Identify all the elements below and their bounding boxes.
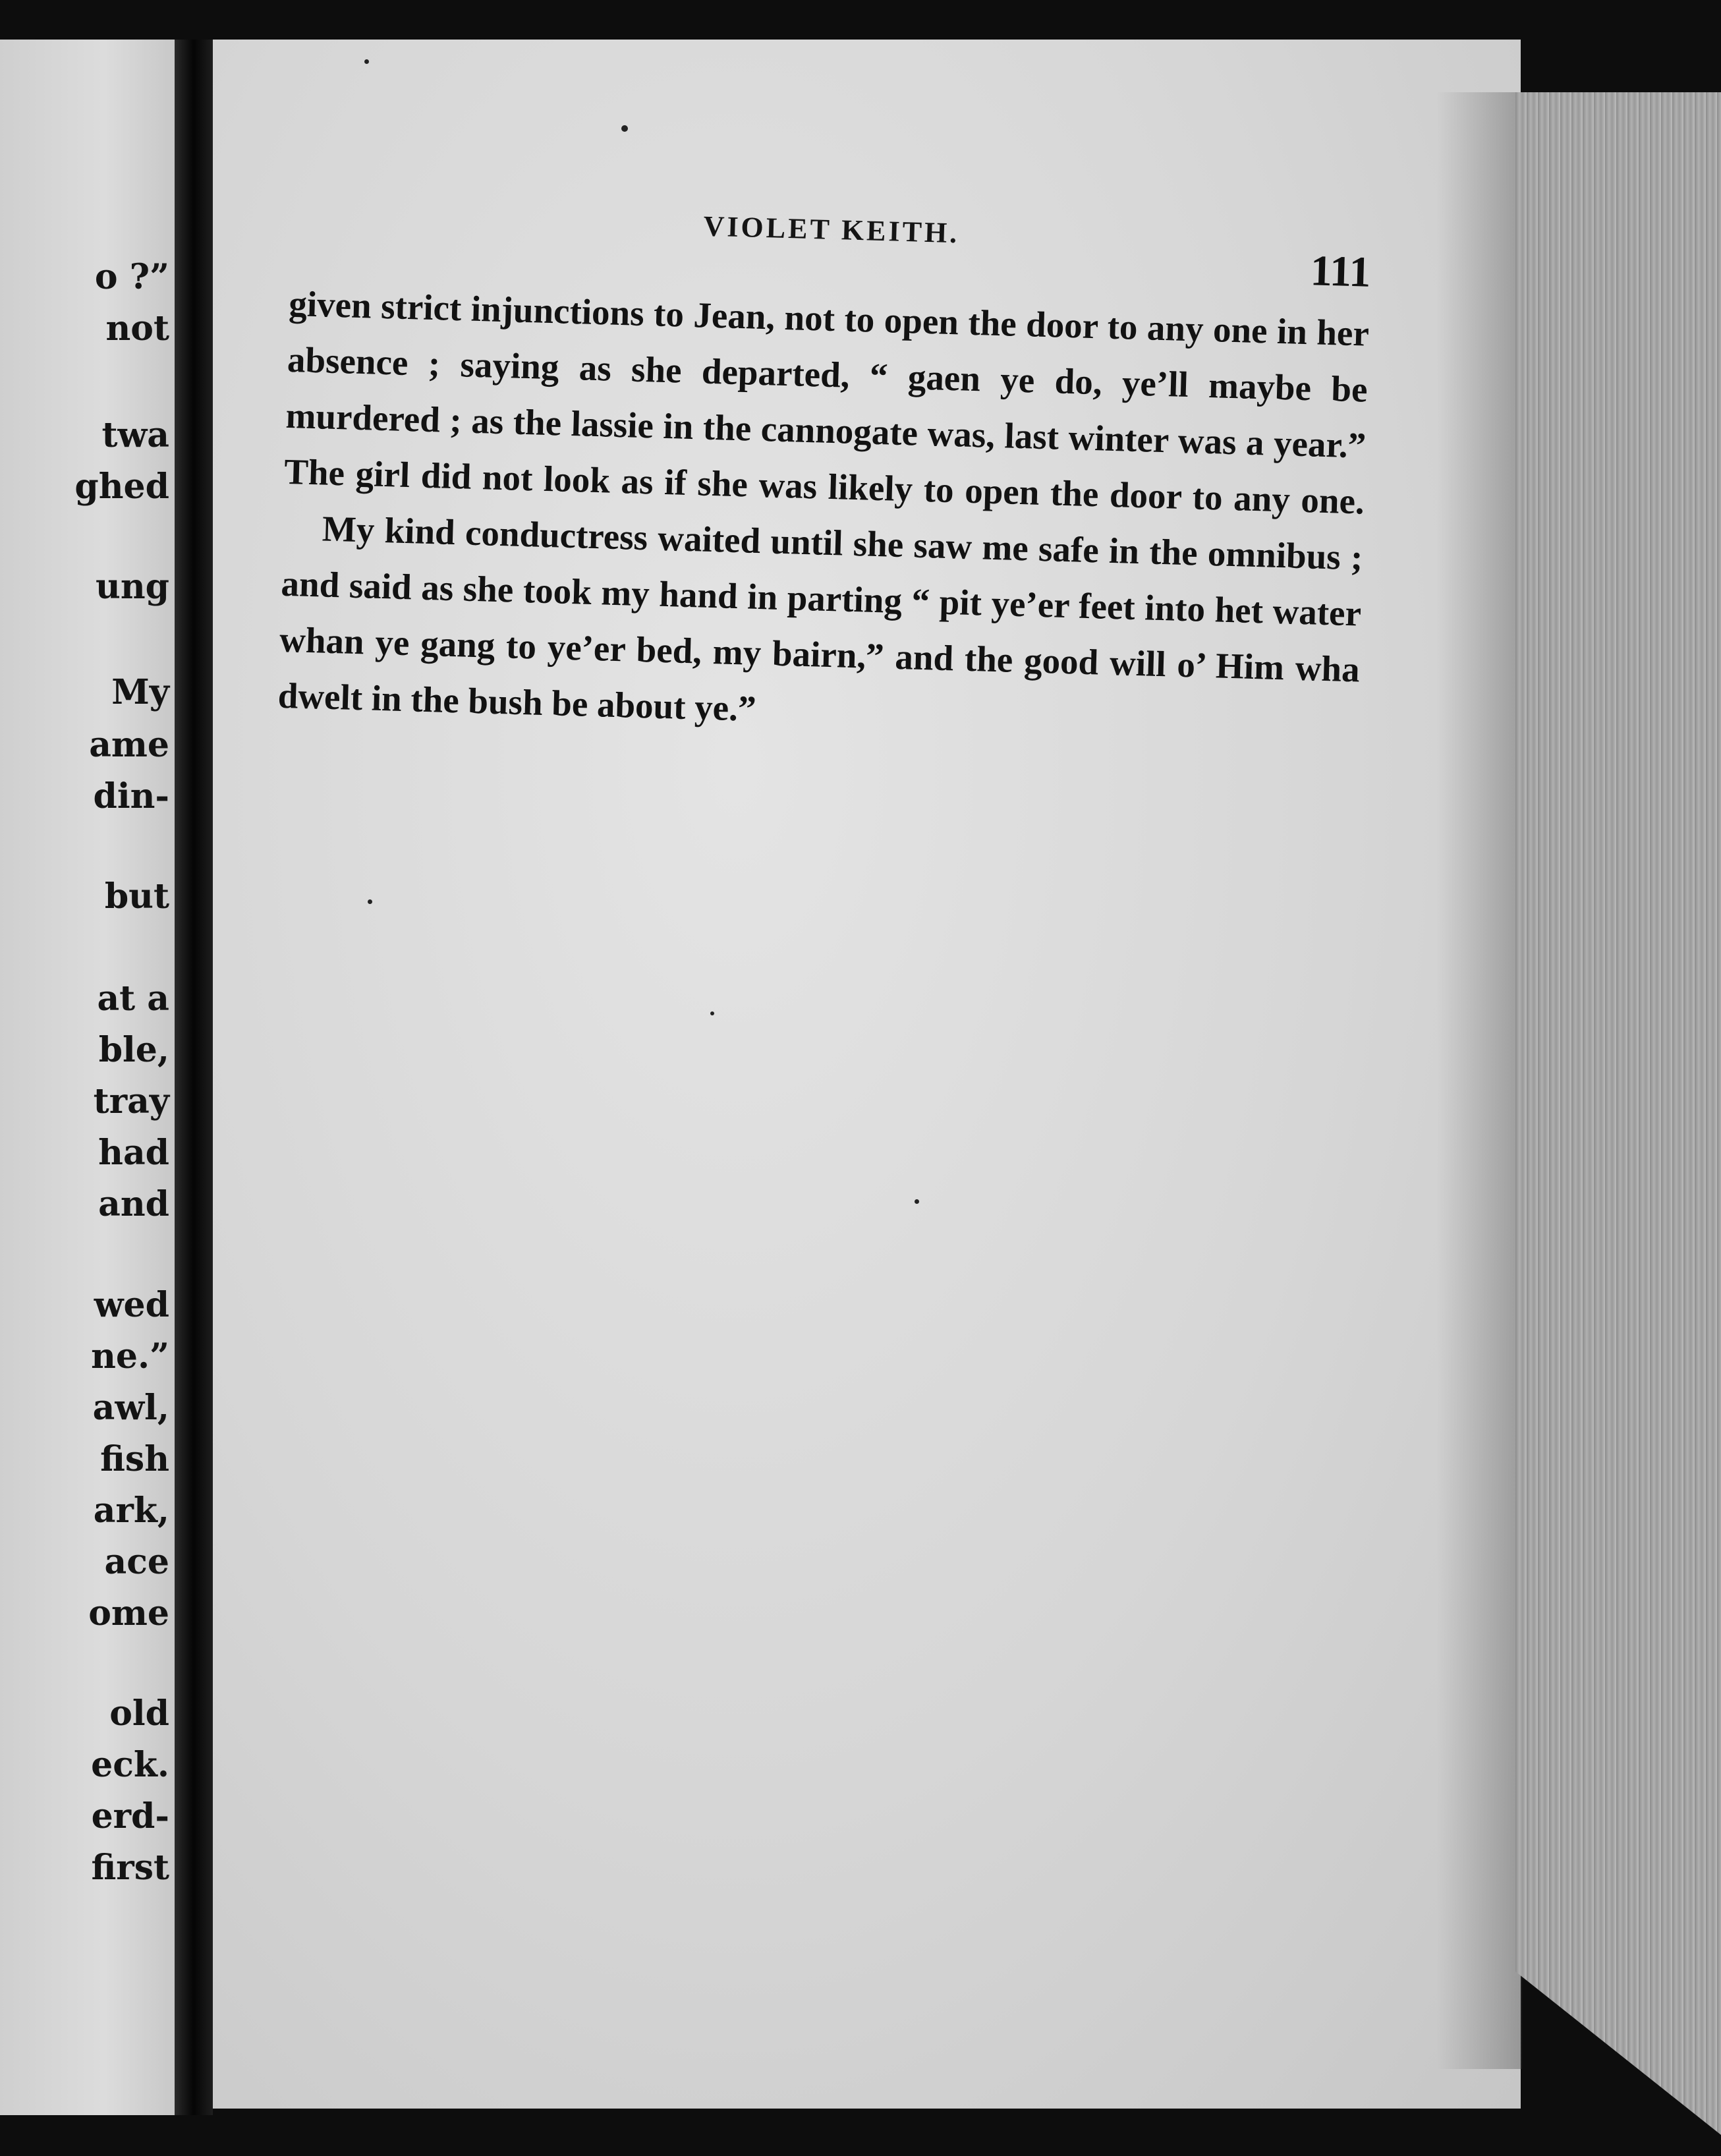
paragraph: My kind conductress waited until she saw me safe in the omnibus ; and said as she took my hand in parting “ pit ye’er feet into het water whan ye gang to ye’er bed, my bairn,” and the good will o’ Him wha dwelt in the bush be about ye.” <box>277 508 1364 729</box>
left-page-line: old <box>109 1693 169 1734</box>
left-page-line: My <box>111 672 169 712</box>
left-page-line: ghed <box>74 467 169 507</box>
left-page-line: ome <box>88 1593 169 1633</box>
left-page-line: fish <box>100 1439 169 1479</box>
book-gutter <box>175 40 213 2115</box>
left-page-line: and <box>98 1184 169 1224</box>
ink-speck <box>621 125 628 132</box>
text-block <box>277 198 1372 729</box>
page-number: 111 <box>1309 246 1372 297</box>
left-page-line: o ?” <box>94 257 169 297</box>
paragraph: given strict injunctions to Jean, not to open the door to any one in her absence ; saying as she departed, “ gaen ye do, ye’ll maybe be murdered ; as the lassie in the cannogate was, last winter was a year.” The girl did not look as if she was likely to open the door to any one. <box>283 283 1370 522</box>
left-page-line: erd- <box>91 1796 169 1836</box>
left-page <box>0 40 175 2115</box>
ink-speck <box>368 899 372 904</box>
body-text <box>277 275 1370 754</box>
left-page-line: ne.” <box>91 1336 169 1376</box>
left-page-line: at a <box>97 979 169 1019</box>
left-page-line: twa <box>101 415 169 455</box>
running-head: VIOLET KEITH. <box>703 210 960 250</box>
left-page-line: had <box>98 1133 169 1173</box>
ink-speck <box>710 1011 714 1015</box>
left-page-line: din- <box>93 776 169 816</box>
left-page-line: eck. <box>91 1745 169 1785</box>
left-page-line: tray <box>93 1081 169 1121</box>
left-page-line: first <box>91 1848 169 1888</box>
left-page-line: ark, <box>93 1490 169 1531</box>
left-page-line: wed <box>94 1285 169 1325</box>
ink-speck <box>915 1199 919 1204</box>
left-page-line: awl, <box>92 1388 169 1428</box>
left-page-line: ung <box>96 567 169 607</box>
fore-edge-shadow <box>1436 92 1522 2069</box>
page-fore-edge <box>1515 92 1721 2135</box>
right-page <box>213 40 1521 2109</box>
left-page-line: not <box>105 308 169 349</box>
left-page-line: ame <box>89 725 169 765</box>
left-page-line: ace <box>104 1542 169 1582</box>
left-page-line: ble, <box>98 1030 169 1070</box>
left-page-line: but <box>104 876 169 917</box>
ink-speck <box>364 59 369 64</box>
